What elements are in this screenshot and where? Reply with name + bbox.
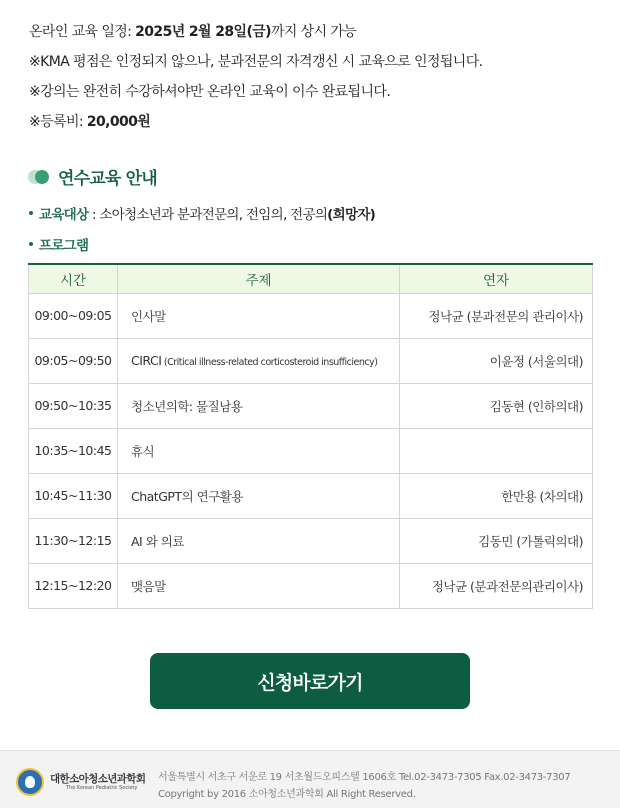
target-emphasis: (희망자)	[327, 207, 376, 223]
table-row	[29, 563, 593, 608]
fee-value: 20,000원	[86, 114, 151, 130]
society-logo-icon	[16, 768, 44, 796]
program-heading	[29, 234, 88, 254]
topic-main: CIRCI	[131, 353, 162, 368]
section-heading	[28, 164, 157, 189]
time-cell: 11:30~12:15	[29, 518, 118, 563]
topic-cell: 인사말	[118, 293, 400, 338]
section-title: 연수교육 안내	[58, 169, 157, 189]
target-label: 교육대상	[39, 207, 89, 223]
header-time: 시간	[29, 264, 118, 293]
time-cell: 12:15~12:20	[29, 563, 118, 608]
table-row	[29, 518, 593, 563]
completion-note: ※강의는 완전히 수강하셔야만 온라인 교육이 이수 완료됩니다.	[29, 84, 391, 100]
topic-cell: 청소년의학: 물질남용	[118, 383, 400, 428]
apply-button[interactable]: 신청바로가기	[150, 653, 470, 709]
time-cell: 09:00~09:05	[29, 293, 118, 338]
time-cell: 10:35~10:45	[29, 428, 118, 473]
target-separator: :	[88, 207, 100, 223]
schedule-table	[28, 263, 593, 609]
footer-copyright: Copyright by 2016 소아청소년과학회 All Right Reserved.	[158, 789, 416, 800]
speaker-cell: 정낙균 (분과전문의관리이사)	[400, 563, 593, 608]
topic-cell: AI 와 의료	[118, 518, 400, 563]
org-name-en: The Korean Pediatric Society	[66, 785, 138, 791]
fee-line	[29, 110, 609, 140]
schedule-date: 2025년 2월 28일(금)	[135, 24, 271, 40]
fee-label: ※등록비:	[29, 114, 87, 130]
schedule-line	[29, 20, 609, 50]
org-name: 대한소아청소년과학회	[50, 773, 146, 785]
bullet-icon	[29, 211, 33, 215]
speaker-cell	[400, 428, 593, 473]
schedule-suffix: 까지 상시 가능	[270, 24, 357, 40]
time-cell: 10:45~11:30	[29, 473, 118, 518]
speaker-cell: 김동현 (인하의대)	[400, 383, 593, 428]
speaker-cell: 이윤정 (서울의대)	[400, 338, 593, 383]
table-row	[29, 293, 593, 338]
table-row	[29, 428, 593, 473]
table-row	[29, 383, 593, 428]
speaker-cell: 김동민 (가톨릭의대)	[400, 518, 593, 563]
topic-detail: (Critical illness-related corticosteroid insufficiency)	[161, 357, 378, 368]
topic-cell: ChatGPT의 연구활용	[118, 473, 400, 518]
speaker-cell: 한만용 (차의대)	[400, 473, 593, 518]
notice-block	[29, 20, 609, 140]
footer-address: 서울특별시 서초구 서운로 19 서초월드오피스텔 1606호 Tel.02-3473-7305 Fax.02-3473-7307	[158, 772, 571, 783]
topic-cell: 맺음말	[118, 563, 400, 608]
bullet-icon	[29, 242, 33, 246]
footer	[0, 750, 620, 808]
table-row	[29, 473, 593, 518]
time-cell: 09:05~09:50	[29, 338, 118, 383]
kma-note: ※KMA 평점은 인정되지 않으나, 분과전문의 자격갱신 시 교육으로 인정됩니다.	[29, 54, 483, 70]
topic-cell: 휴식	[118, 428, 400, 473]
speaker-cell: 정낙균 (분과전문의 관리이사)	[400, 293, 593, 338]
topic-cell	[118, 338, 400, 383]
header-speaker: 연자	[400, 264, 593, 293]
table-header-row	[29, 264, 593, 293]
table-row	[29, 338, 593, 383]
program-label: 프로그램	[39, 238, 89, 254]
education-target	[29, 203, 375, 223]
circles-icon	[28, 169, 52, 185]
header-topic: 주제	[118, 264, 400, 293]
time-cell: 09:50~10:35	[29, 383, 118, 428]
target-text: 소아청소년과 분과전문의, 전임의, 전공의	[99, 207, 328, 223]
schedule-prefix: 온라인 교육 일정:	[29, 24, 136, 40]
